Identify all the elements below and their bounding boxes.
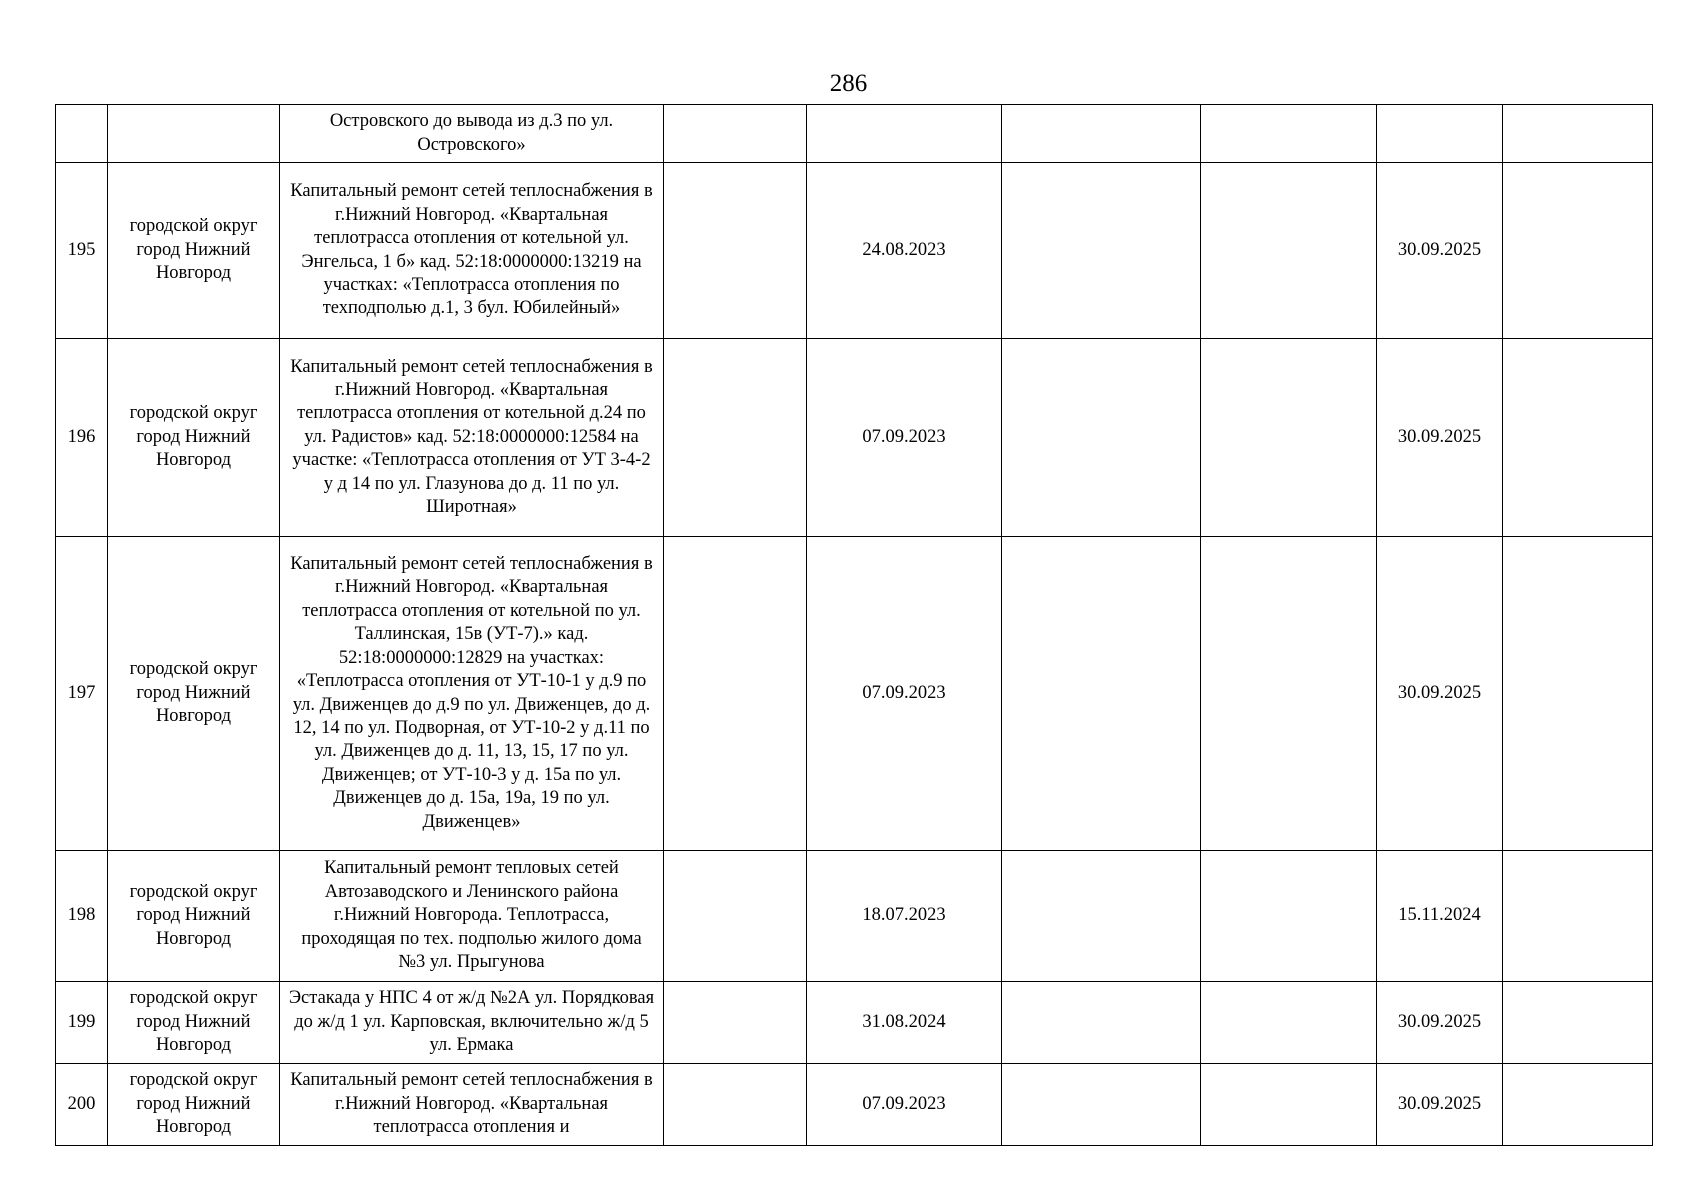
empty-cell <box>664 851 807 982</box>
start-date-cell: 07.09.2023 <box>807 339 1002 537</box>
empty-cell <box>1201 851 1377 982</box>
end-date-cell: 30.09.2025 <box>1377 537 1503 851</box>
territory-cell: городской округ город Нижний Новгород <box>108 1064 280 1146</box>
empty-cell <box>1002 105 1201 163</box>
empty-cell <box>1002 1064 1201 1146</box>
description-cell: Эстакада у НПС 4 от ж/д №2А ул. Порядковая до ж/д 1 ул. Карповская, включительно ж/д 5 ул. Ермака <box>280 982 664 1064</box>
territory-cell: городской округ город Нижний Новгород <box>108 163 280 339</box>
start-date-cell: 07.09.2023 <box>807 1064 1002 1146</box>
empty-cell <box>1503 851 1653 982</box>
row-number <box>56 105 108 163</box>
empty-cell <box>1503 339 1653 537</box>
table-row <box>56 851 1653 982</box>
empty-cell <box>1503 982 1653 1064</box>
description-cell: Капитальный ремонт тепловых сетей Автозаводского и Ленинского района г.Нижний Новгорода. Теплотрасса, проходящая по тех. подполью жилого дома №3 ул. Прыгунова <box>280 851 664 982</box>
description-cell: Островского до вывода из д.3 по ул. Островского» <box>280 105 664 163</box>
description-cell: Капитальный ремонт сетей теплоснабжения в г.Нижний Новгород. «Квартальная теплотрасса отопления от котельной ул. Энгельса, 1 б» кад. 52:18:0000000:13219 на участках: «Теплотрасса отопления по техподполью д.1, 3 бул. Юбилейный» <box>280 163 664 339</box>
row-number: 197 <box>56 537 108 851</box>
start-date-cell: 24.08.2023 <box>807 163 1002 339</box>
empty-cell <box>1503 537 1653 851</box>
table-row <box>56 163 1653 339</box>
table-row <box>56 339 1653 537</box>
territory-cell: городской округ город Нижний Новгород <box>108 537 280 851</box>
empty-cell <box>664 982 807 1064</box>
table-row <box>56 537 1653 851</box>
empty-cell <box>664 1064 807 1146</box>
row-number: 196 <box>56 339 108 537</box>
row-number: 198 <box>56 851 108 982</box>
empty-cell <box>1002 982 1201 1064</box>
empty-cell <box>1201 982 1377 1064</box>
empty-cell <box>1201 163 1377 339</box>
start-date-cell: 18.07.2023 <box>807 851 1002 982</box>
territory-cell: городской округ город Нижний Новгород <box>108 339 280 537</box>
table-row <box>56 982 1653 1064</box>
empty-cell <box>1002 339 1201 537</box>
empty-cell <box>1002 851 1201 982</box>
empty-cell <box>664 339 807 537</box>
empty-cell <box>1002 163 1201 339</box>
end-date-cell: 30.09.2025 <box>1377 982 1503 1064</box>
description-cell: Капитальный ремонт сетей теплоснабжения в г.Нижний Новгород. «Квартальная теплотрасса отопления от котельной по ул. Таллинская, 15в (УТ-7).» кад. 52:18:0000000:12829 на участках: «Теплотрасса отопления от УТ-10-1 у д.9 по ул. Движенцев до д.9 по ул. Движенцев, до д. 12, 14 по ул. Подворная, от УТ-10-2 у д.11 по ул. Движенцев до д. 11, 13, 15, 17 по ул. Движенцев; от УТ-10-3 у д. 15а по ул. Движенцев до д. 15а, 19а, 19 по ул. Движенцев» <box>280 537 664 851</box>
row-number: 199 <box>56 982 108 1064</box>
end-date-cell: 30.09.2025 <box>1377 339 1503 537</box>
end-date-cell: 30.09.2025 <box>1377 1064 1503 1146</box>
empty-cell <box>1503 105 1653 163</box>
empty-cell <box>664 163 807 339</box>
end-date-cell: 30.09.2025 <box>1377 163 1503 339</box>
empty-cell <box>664 105 807 163</box>
empty-cell <box>1201 339 1377 537</box>
description-cell: Капитальный ремонт сетей теплоснабжения в г.Нижний Новгород. «Квартальная теплотрасса отопления от котельной д.24 по ул. Радистов» кад. 52:18:0000000:12584 на участке: «Теплотрасса отопления от УТ 3-4-2 у д 14 по ул. Глазунова до д. 11 по ул. Широтная» <box>280 339 664 537</box>
empty-cell <box>1201 537 1377 851</box>
start-date-cell <box>807 105 1002 163</box>
empty-cell <box>1201 1064 1377 1146</box>
page-number: 286 <box>829 70 868 97</box>
territory-cell <box>108 105 280 163</box>
description-cell: Капитальный ремонт сетей теплоснабжения в г.Нижний Новгород. «Квартальная теплотрасса отопления и <box>280 1064 664 1146</box>
table-row <box>56 1064 1653 1146</box>
empty-cell <box>1002 537 1201 851</box>
end-date-cell: 15.11.2024 <box>1377 851 1503 982</box>
table-row <box>56 105 1653 163</box>
empty-cell <box>1503 1064 1653 1146</box>
start-date-cell: 07.09.2023 <box>807 537 1002 851</box>
end-date-cell <box>1377 105 1503 163</box>
start-date-cell: 31.08.2024 <box>807 982 1002 1064</box>
row-number: 195 <box>56 163 108 339</box>
territory-cell: городской округ город Нижний Новгород <box>108 982 280 1064</box>
works-table <box>55 104 1653 1146</box>
territory-cell: городской округ город Нижний Новгород <box>108 851 280 982</box>
empty-cell <box>1503 163 1653 339</box>
empty-cell <box>664 537 807 851</box>
row-number: 200 <box>56 1064 108 1146</box>
empty-cell <box>1201 105 1377 163</box>
